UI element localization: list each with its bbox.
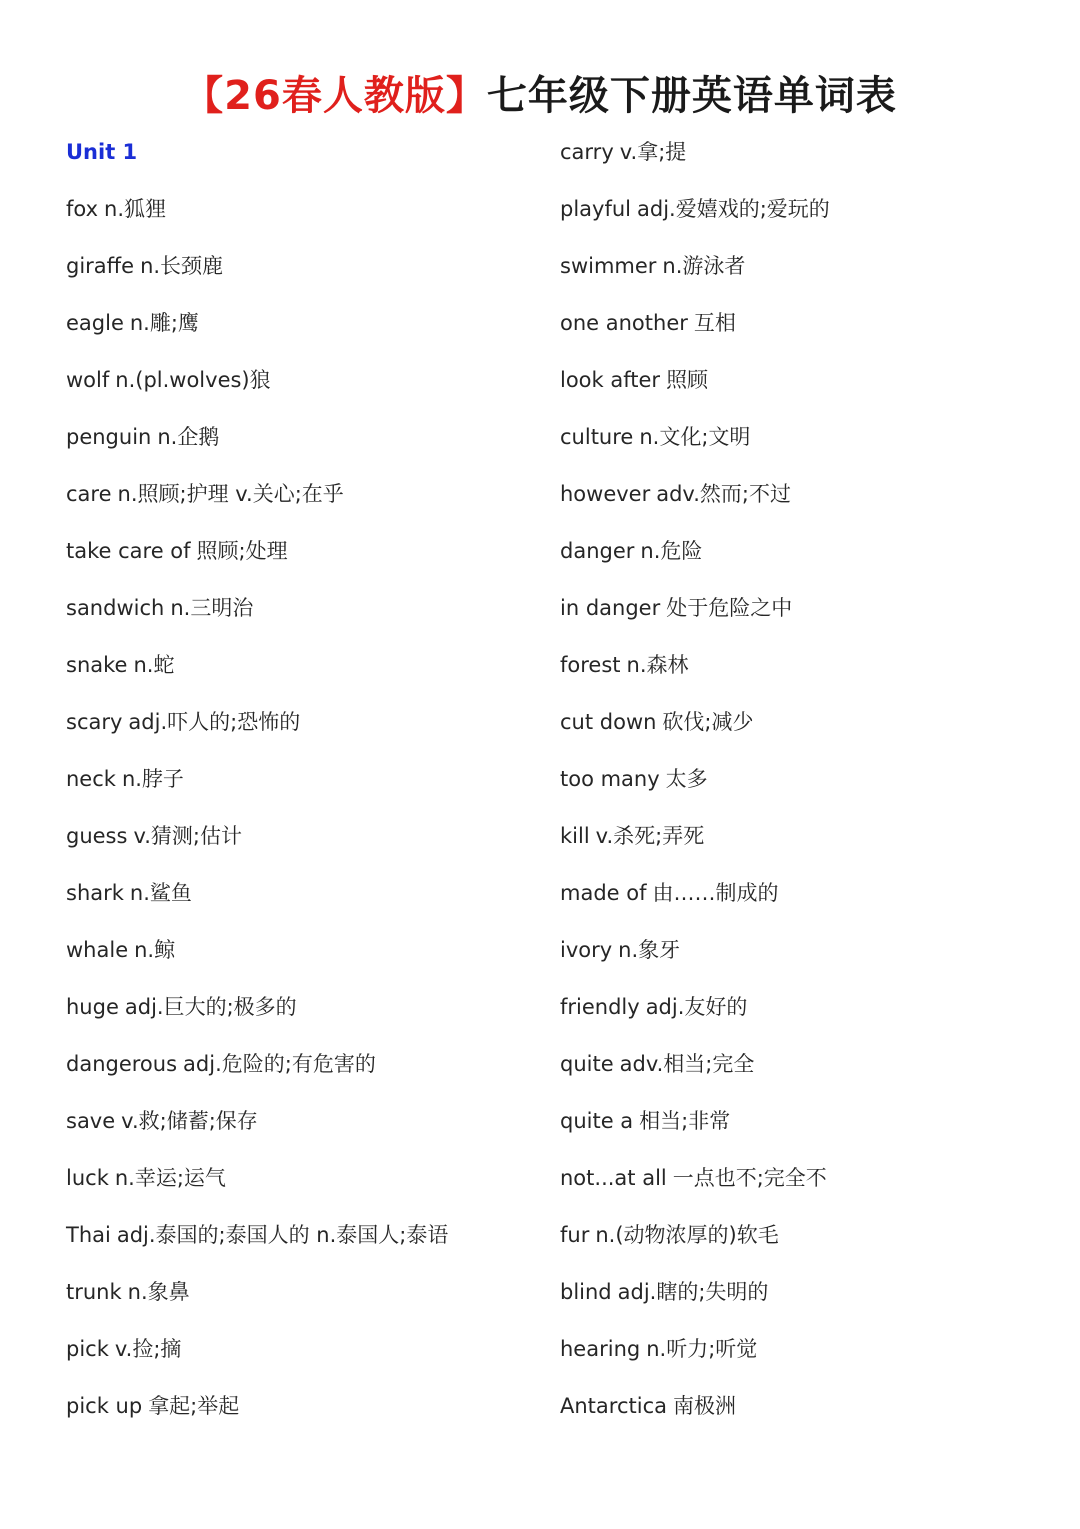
vocab-definition: adj.爱嬉戏的;爱玩的 [637, 197, 830, 221]
vocab-word: eagle [66, 311, 124, 335]
vocab-definition: n.(pl.wolves)狼 [115, 368, 271, 392]
vocab-word: pick [66, 1337, 109, 1361]
vocab-definition: n.脖子 [121, 767, 184, 791]
vocab-word: wolf [66, 368, 110, 392]
vocab-word: fox [66, 197, 99, 221]
vocab-entry [66, 1093, 536, 1150]
vocab-definition: n.鲸 [134, 938, 176, 962]
vocab-word: playful [560, 197, 631, 221]
vocab-definition: n.游泳者 [662, 254, 746, 278]
vocab-entry [560, 409, 1040, 466]
vocab-entry [66, 181, 536, 238]
vocab-word: hearing [560, 1337, 641, 1361]
vocab-word: huge [66, 995, 119, 1019]
vocab-definition: adj.泰国的;泰国人的 n.泰国人;泰语 [116, 1223, 449, 1247]
vocab-definition: n.雕;鹰 [129, 311, 199, 335]
vocab-definition: n.森林 [626, 653, 689, 677]
vocab-word: Antarctica [560, 1394, 667, 1418]
vocab-entry [560, 1378, 1040, 1435]
vocab-word: one another [560, 311, 688, 335]
vocab-entry [66, 409, 536, 466]
left-entry-list [66, 181, 536, 1435]
vocab-entry [560, 352, 1040, 409]
vocab-word: fur [560, 1223, 590, 1247]
vocab-definition: 互相 [693, 311, 736, 335]
vocab-definition: n.狐狸 [104, 197, 167, 221]
vocab-definition: n.照顾;护理 v.关心;在乎 [117, 482, 344, 506]
vocab-word: giraffe [66, 254, 135, 278]
vocab-definition: v.捡;摘 [114, 1337, 182, 1361]
unit-heading: Unit 1 [66, 140, 138, 164]
vocab-word: ivory [560, 938, 613, 962]
vocab-definition: adj.危险的;有危害的 [183, 1052, 376, 1076]
vocab-entry [66, 1264, 536, 1321]
vocab-definition: v.救;储蓄;保存 [121, 1109, 258, 1133]
vocab-word: scary [66, 710, 123, 734]
vocab-word: too many [560, 767, 660, 791]
word-list-right-column [560, 124, 1040, 1435]
vocab-entry [66, 295, 536, 352]
vocab-entry [66, 751, 536, 808]
vocab-definition: adv.然而;不过 [656, 482, 791, 506]
vocab-definition: 照顾;处理 [196, 539, 288, 563]
vocab-entry [66, 466, 536, 523]
vocab-word: however [560, 482, 651, 506]
vocab-definition: adj.巨大的;极多的 [124, 995, 297, 1019]
vocab-definition: n.幸运;运气 [114, 1166, 226, 1190]
vocab-word: carry [560, 140, 614, 164]
vocab-entry [560, 808, 1040, 865]
vocab-entry [560, 580, 1040, 637]
vocab-word: Thai [66, 1223, 111, 1247]
vocab-entry [560, 466, 1040, 523]
vocab-entry [66, 1207, 536, 1264]
vocab-entry [66, 922, 536, 979]
vocab-entry [560, 124, 1040, 181]
vocab-definition: 砍伐;减少 [662, 710, 754, 734]
right-entry-list [560, 124, 1040, 1435]
vocab-entry [66, 637, 536, 694]
vocab-entry [560, 1264, 1040, 1321]
vocab-entry [560, 1150, 1040, 1207]
vocab-word: danger [560, 539, 635, 563]
vocab-definition: n.象鼻 [127, 1280, 190, 1304]
vocab-definition: 拿起;举起 [148, 1394, 240, 1418]
vocab-definition: adj.瞎的;失明的 [617, 1280, 769, 1304]
vocab-definition: 处于危险之中 [666, 596, 793, 620]
vocab-entry [560, 1321, 1040, 1378]
vocab-word: forest [560, 653, 621, 677]
title-edition-tag: 【26春人教版】 [183, 73, 487, 119]
vocab-entry [560, 1207, 1040, 1264]
vocab-word: take care of [66, 539, 191, 563]
vocab-entry [66, 523, 536, 580]
vocab-word: snake [66, 653, 128, 677]
vocab-word: swimmer [560, 254, 657, 278]
vocab-word: save [66, 1109, 116, 1133]
vocab-word: neck [66, 767, 116, 791]
vocab-word: culture [560, 425, 634, 449]
vocab-word: guess [66, 824, 128, 848]
vocab-definition: n.蛇 [133, 653, 175, 677]
vocab-entry [560, 1093, 1040, 1150]
vocab-word: in danger [560, 596, 661, 620]
vocab-entry [560, 922, 1040, 979]
vocab-word: shark [66, 881, 124, 905]
vocab-definition: 太多 [665, 767, 708, 791]
word-list-left-column [66, 124, 536, 1435]
vocab-definition: 相当;非常 [639, 1109, 731, 1133]
title-main: 七年级下册英语单词表 [486, 73, 897, 119]
vocab-definition: v.猜测;估计 [133, 824, 243, 848]
vocab-definition: 由……制成的 [652, 881, 779, 905]
vocab-word: kill [560, 824, 590, 848]
vocab-entry [560, 523, 1040, 580]
vocab-entry [66, 1036, 536, 1093]
vocab-word: luck [66, 1166, 109, 1190]
vocab-entry [66, 238, 536, 295]
vocab-entry [560, 1036, 1040, 1093]
vocab-word: quite [560, 1052, 614, 1076]
vocab-definition: 南极洲 [672, 1394, 736, 1418]
vocab-entry [560, 865, 1040, 922]
vocab-entry [560, 181, 1040, 238]
vocab-definition: n.危险 [640, 539, 703, 563]
vocab-word: blind [560, 1280, 612, 1304]
vocab-entry [66, 979, 536, 1036]
vocab-entry [560, 238, 1040, 295]
vocab-definition: adj.友好的 [645, 995, 748, 1019]
vocab-entry [560, 637, 1040, 694]
vocab-definition: n.鲨鱼 [129, 881, 192, 905]
vocab-entry [560, 694, 1040, 751]
vocab-word: made of [560, 881, 647, 905]
vocab-word: quite a [560, 1109, 634, 1133]
vocab-definition: n.长颈鹿 [140, 254, 224, 278]
vocab-entry [560, 979, 1040, 1036]
vocab-entry [66, 1321, 536, 1378]
vocab-definition: n.文化;文明 [639, 425, 751, 449]
vocab-definition: n.象牙 [618, 938, 681, 962]
vocab-word: penguin [66, 425, 152, 449]
vocab-definition: adj.吓人的;恐怖的 [128, 710, 301, 734]
vocab-entry [66, 694, 536, 751]
vocab-definition: n.三明治 [170, 596, 254, 620]
vocab-entry [66, 865, 536, 922]
vocab-word: sandwich [66, 596, 165, 620]
vocab-entry [66, 352, 536, 409]
vocab-word: pick up [66, 1394, 143, 1418]
vocab-word: dangerous [66, 1052, 178, 1076]
vocab-definition: 照顾 [666, 368, 709, 392]
vocab-entry [66, 808, 536, 865]
vocab-entry [560, 295, 1040, 352]
vocab-word: care [66, 482, 112, 506]
vocab-definition: v.杀死;弄死 [595, 824, 705, 848]
vocab-entry [66, 580, 536, 637]
vocab-definition: adv.相当;完全 [619, 1052, 755, 1076]
vocab-definition: n.听力;听觉 [646, 1337, 758, 1361]
vocab-entry [66, 1150, 536, 1207]
vocab-definition: v.拿;提 [619, 140, 687, 164]
vocab-word: friendly [560, 995, 640, 1019]
vocab-word: look after [560, 368, 661, 392]
vocab-word: trunk [66, 1280, 122, 1304]
vocab-definition: n.(动物浓厚的)软毛 [595, 1223, 779, 1247]
vocab-entry [560, 751, 1040, 808]
vocab-word: not...at all [560, 1166, 667, 1190]
vocab-word: cut down [560, 710, 657, 734]
vocab-definition: 一点也不;完全不 [672, 1166, 827, 1190]
vocab-entry [66, 1378, 536, 1435]
vocab-word: whale [66, 938, 129, 962]
vocab-definition: n.企鹅 [157, 425, 220, 449]
page-title [0, 66, 1080, 126]
